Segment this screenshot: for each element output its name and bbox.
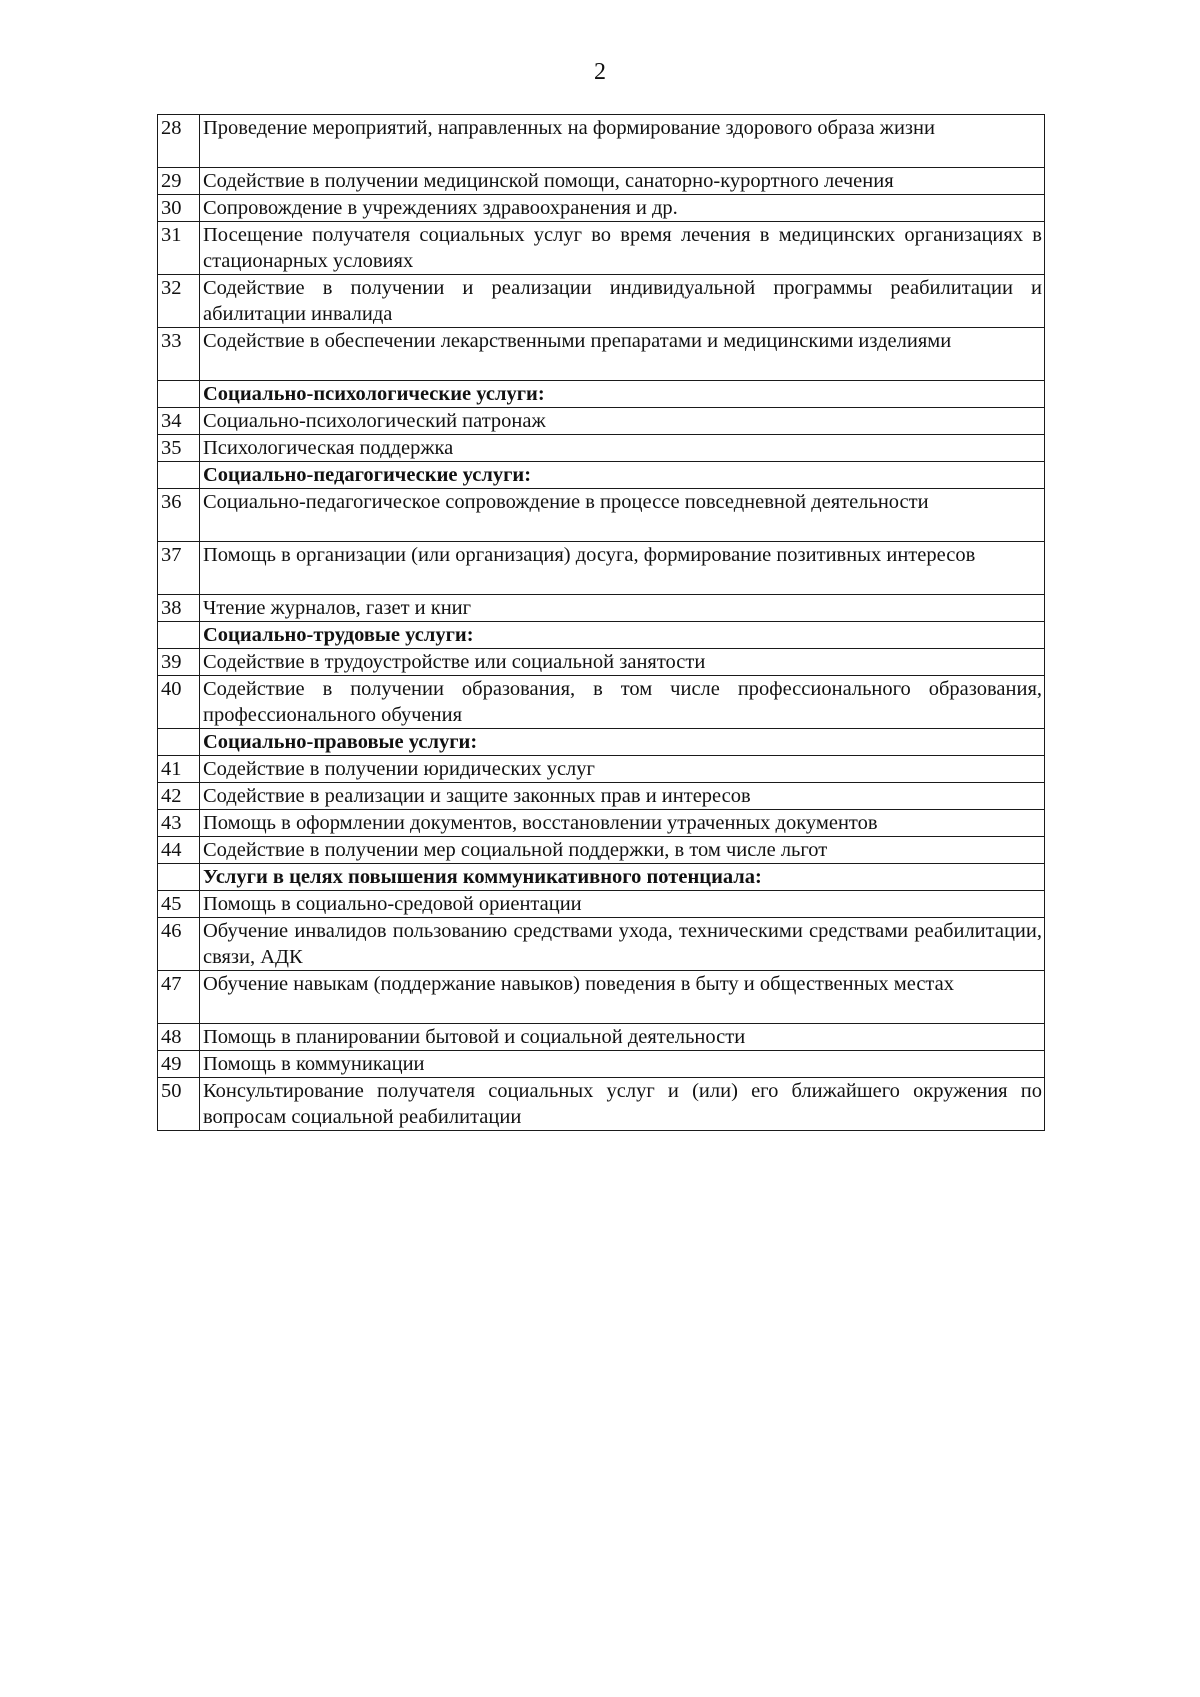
row-number: 45 — [158, 891, 200, 918]
row-number: 46 — [158, 918, 200, 971]
service-description: Помощь в оформлении документов, восстановлении утраченных документов — [200, 810, 1045, 837]
service-description: Содействие в получении и реализации индивидуальной программы реабилитации и абилитации инвалида — [200, 275, 1045, 328]
page-number: 2 — [594, 59, 606, 85]
service-description: Посещение получателя социальных услуг во время лечения в медицинских организациях в стационарных условиях — [200, 222, 1045, 275]
service-description: Помощь в планировании бытовой и социальной деятельности — [200, 1024, 1045, 1051]
table-row — [158, 971, 1045, 1024]
section-header-row — [158, 462, 1045, 489]
service-description: Помощь в социально-средовой ориентации — [200, 891, 1045, 918]
table-row — [158, 810, 1045, 837]
section-title: Социально-психологические услуги: — [200, 381, 1045, 408]
service-description: Проведение мероприятий, направленных на формирование здорового образа жизни — [200, 115, 1045, 168]
table-row — [158, 275, 1045, 328]
row-number: 33 — [158, 328, 200, 381]
row-number: 30 — [158, 195, 200, 222]
services-table — [157, 114, 1045, 1131]
section-header-row — [158, 622, 1045, 649]
row-number: 28 — [158, 115, 200, 168]
table-row — [158, 195, 1045, 222]
row-number: 49 — [158, 1051, 200, 1078]
section-header-row — [158, 381, 1045, 408]
table-row — [158, 918, 1045, 971]
section-title: Услуги в целях повышения коммуникативного потенциала: — [200, 864, 1045, 891]
table-row — [158, 676, 1045, 729]
service-description: Содействие в трудоустройстве или социальной занятости — [200, 649, 1045, 676]
table-row — [158, 1078, 1045, 1131]
service-description: Обучение инвалидов пользованию средствами ухода, техническими средствами реабилитации, связи, АДК — [200, 918, 1045, 971]
table-row — [158, 328, 1045, 381]
row-number: 35 — [158, 435, 200, 462]
service-description: Социально-педагогическое сопровождение в процессе повседневной деятельности — [200, 489, 1045, 542]
table-row — [158, 168, 1045, 195]
section-header-row — [158, 729, 1045, 756]
row-number: 47 — [158, 971, 200, 1024]
table-row — [158, 1024, 1045, 1051]
table-row — [158, 435, 1045, 462]
service-description: Консультирование получателя социальных услуг и (или) его ближайшего окружения по вопросам социальной реабилитации — [200, 1078, 1045, 1131]
table-row — [158, 489, 1045, 542]
service-description: Помощь в коммуникации — [200, 1051, 1045, 1078]
table-row — [158, 756, 1045, 783]
row-number: 37 — [158, 542, 200, 595]
service-description: Чтение журналов, газет и книг — [200, 595, 1045, 622]
table-row — [158, 783, 1045, 810]
row-number: 34 — [158, 408, 200, 435]
service-description: Содействие в обеспечении лекарственными препаратами и медицинскими изделиями — [200, 328, 1045, 381]
table-row — [158, 542, 1045, 595]
service-description: Содействие в реализации и защите законных прав и интересов — [200, 783, 1045, 810]
row-number: 36 — [158, 489, 200, 542]
row-number — [158, 622, 200, 649]
row-number — [158, 462, 200, 489]
table-row — [158, 649, 1045, 676]
row-number: 32 — [158, 275, 200, 328]
row-number — [158, 864, 200, 891]
service-description: Обучение навыкам (поддержание навыков) поведения в быту и общественных местах — [200, 971, 1045, 1024]
table-row — [158, 1051, 1045, 1078]
row-number: 44 — [158, 837, 200, 864]
row-number: 42 — [158, 783, 200, 810]
row-number: 38 — [158, 595, 200, 622]
services-table-body — [158, 115, 1045, 1131]
section-title: Социально-трудовые услуги: — [200, 622, 1045, 649]
row-number: 48 — [158, 1024, 200, 1051]
row-number: 39 — [158, 649, 200, 676]
service-description: Содействие в получении образования, в том числе профессионального образования, профессионального обучения — [200, 676, 1045, 729]
table-row — [158, 222, 1045, 275]
row-number — [158, 729, 200, 756]
row-number: 41 — [158, 756, 200, 783]
service-description: Помощь в организации (или организация) досуга, формирование позитивных интересов — [200, 542, 1045, 595]
row-number: 50 — [158, 1078, 200, 1131]
row-number — [158, 381, 200, 408]
table-row — [158, 595, 1045, 622]
table-row — [158, 891, 1045, 918]
row-number: 31 — [158, 222, 200, 275]
table-row — [158, 115, 1045, 168]
service-description: Содействие в получении мер социальной поддержки, в том числе льгот — [200, 837, 1045, 864]
service-description: Содействие в получении юридических услуг — [200, 756, 1045, 783]
row-number: 29 — [158, 168, 200, 195]
table-row — [158, 837, 1045, 864]
service-description: Психологическая поддержка — [200, 435, 1045, 462]
table-row — [158, 408, 1045, 435]
section-title: Социально-правовые услуги: — [200, 729, 1045, 756]
service-description: Социально-психологический патронаж — [200, 408, 1045, 435]
service-description: Сопровождение в учреждениях здравоохранения и др. — [200, 195, 1045, 222]
section-header-row — [158, 864, 1045, 891]
row-number: 40 — [158, 676, 200, 729]
row-number: 43 — [158, 810, 200, 837]
section-title: Социально-педагогические услуги: — [200, 462, 1045, 489]
service-description: Содействие в получении медицинской помощи, санаторно-курортного лечения — [200, 168, 1045, 195]
